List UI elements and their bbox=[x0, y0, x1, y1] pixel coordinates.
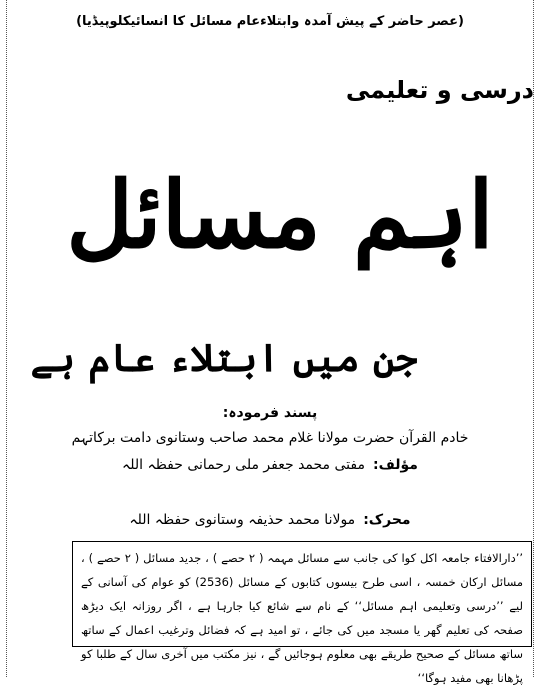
author-name: مفتی محمد جعفر ملی رحمانی حفظہ اللہ bbox=[122, 457, 365, 473]
book-tagline: جن میں ابتلاء عام ہے bbox=[30, 335, 418, 380]
series-label: درسی و تعلیمی bbox=[345, 76, 534, 104]
book-title: اہم مسائل bbox=[66, 161, 494, 269]
author-credit bbox=[0, 457, 540, 473]
encyclopedia-subtitle: (عصر حاضر کے پیش آمدہ وابتلاءعام مسائل کا انسائیکلوپیڈیا) bbox=[76, 14, 464, 29]
reviser-name: مولانا محمد حذیفہ وستانوی حفظہ اللہ bbox=[129, 512, 356, 528]
intro-text-box: ’’دارالافتاء جامعہ اکل کوا کی جانب سے مسائل مہمہ ( ۲ حصے ) ، جدید مسائل ( ۲ حصے ) ، مسائل ارکان خمسہ ، اسی طرح بیسوں کتابوں کے مسائل (2536) کو عوام کی آسانی کے لیے ’’درسی وتعلیمی اہم مسائل‘‘ کے نام سے شائع کیا جارہا ہے ، اگر روزانہ ایک دیڑھ صفحہ کی تعلیم گھر یا مسجد میں کی جائے ، تو امید ہے کہ فضائل وترغیب اعمال کے ساتھ ساتھ مسائل کے صحیح طریقے بھی معلوم ہوجائیں گے ، نیز مکتب میں آخری سال کے طلبا کو پڑھانا بھی مفید ہوگا‘‘ bbox=[72, 541, 532, 647]
author-label: مؤلف: bbox=[372, 457, 418, 473]
reviser-credit bbox=[0, 512, 540, 528]
endorsement-label: پسند فرمودہ: bbox=[222, 405, 318, 421]
endorser-name: خادم القرآن حضرت مولانا غلام محمد صاحب وستانوی دامت برکاتہم bbox=[71, 430, 469, 446]
reviser-label: محرک: bbox=[363, 512, 411, 528]
